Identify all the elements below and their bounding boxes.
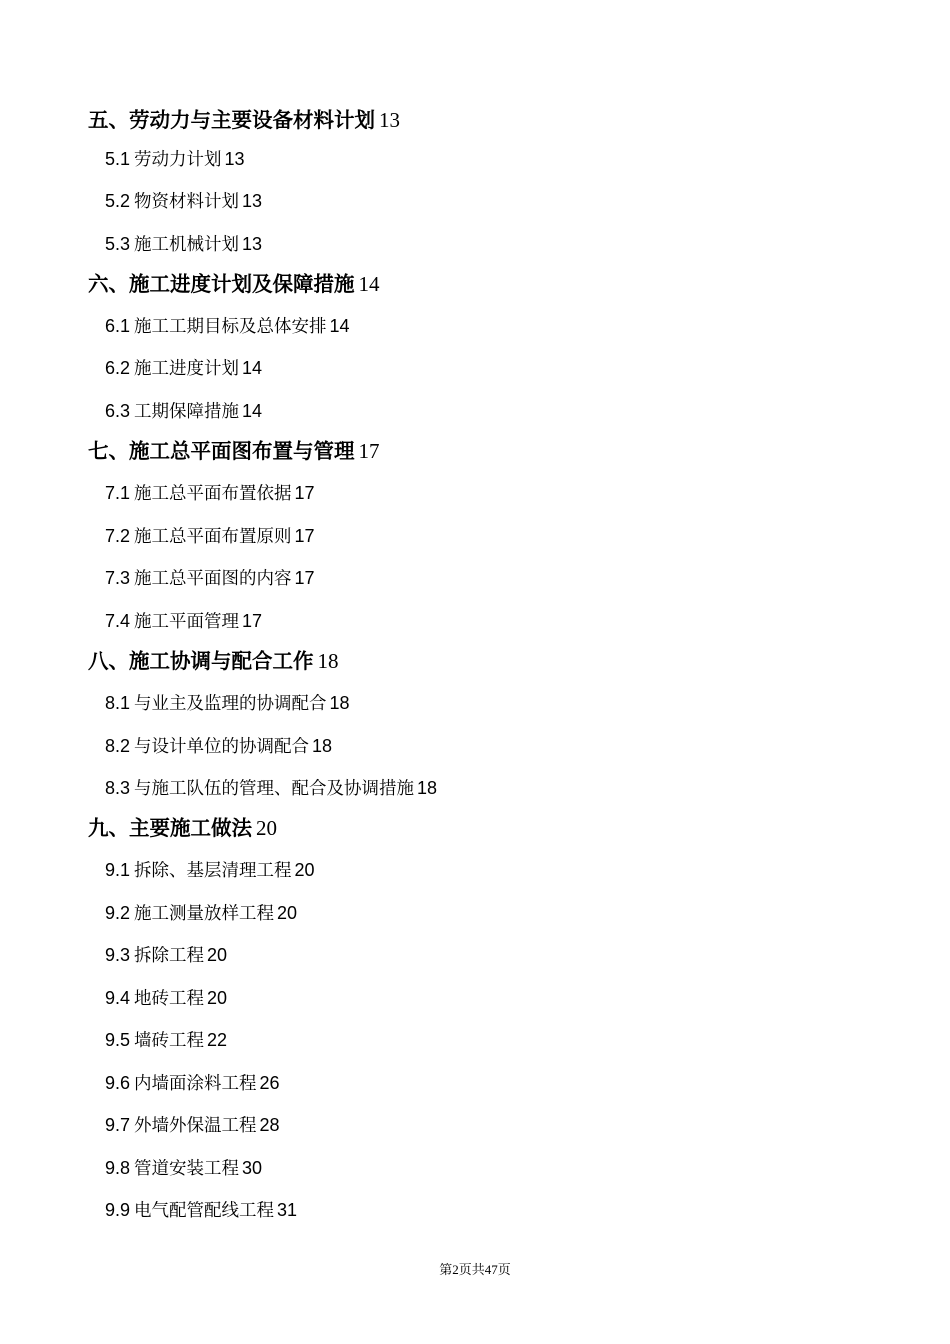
toc-section[interactable]: [105, 235, 262, 255]
toc-section[interactable]: [105, 779, 437, 799]
toc-page-number: 20: [277, 903, 298, 923]
toc-page-number: 17: [294, 568, 315, 588]
toc-title: 拆除、基层清理工程: [134, 861, 292, 881]
toc-page-number: 13: [242, 191, 263, 211]
toc-code: 9.1: [105, 860, 131, 880]
toc-title: 施工测量放样工程: [134, 904, 275, 924]
toc-section[interactable]: [105, 737, 332, 757]
toc-code: 5.2: [105, 191, 131, 211]
toc-title: 施工平面管理: [134, 612, 240, 632]
toc-title: 工期保障措施: [134, 402, 240, 422]
toc-section[interactable]: [105, 1074, 280, 1094]
toc-title: 与业主及监理的协调配合: [134, 694, 327, 714]
toc-page-number: 14: [329, 316, 350, 336]
toc-code: 9.9: [105, 1200, 131, 1220]
toc-title: 管道安装工程: [134, 1159, 240, 1179]
toc-section[interactable]: [105, 569, 315, 589]
toc-page-number: 17: [242, 611, 263, 631]
toc-section[interactable]: [105, 1201, 297, 1221]
toc-code: 6.1: [105, 316, 131, 336]
toc-title: 六、施工进度计划及保障措施: [88, 272, 355, 296]
toc-chapter[interactable]: [88, 441, 380, 462]
toc-page-number: 18: [312, 736, 333, 756]
toc-section[interactable]: [105, 989, 227, 1009]
toc-code: 9.8: [105, 1158, 131, 1178]
toc-page-number: 14: [358, 272, 380, 296]
toc-page-number: 17: [294, 526, 315, 546]
toc-code: 8.2: [105, 736, 131, 756]
toc-page-number: 13: [379, 108, 400, 132]
footer-middle: 页共: [458, 1262, 485, 1277]
toc-section[interactable]: [105, 192, 262, 212]
toc-title: 施工总平面布置依据: [134, 484, 292, 504]
footer-current-page: 2: [452, 1262, 459, 1277]
toc-code: 7.3: [105, 568, 131, 588]
toc-page-number: 28: [259, 1115, 280, 1135]
toc-chapter[interactable]: [88, 818, 277, 839]
page-footer: [0, 1259, 950, 1278]
toc-section[interactable]: [105, 904, 297, 924]
toc-section[interactable]: [105, 1116, 280, 1136]
toc-code: 9.5: [105, 1030, 131, 1050]
toc-page-number: 13: [242, 234, 263, 254]
toc-code: 8.1: [105, 693, 131, 713]
toc-page-number: 20: [207, 988, 228, 1008]
toc-code: 9.3: [105, 945, 131, 965]
toc-chapter[interactable]: [88, 274, 380, 295]
toc-title: 施工工期目标及总体安排: [134, 317, 327, 337]
toc-title: 八、施工协调与配合工作: [88, 649, 314, 673]
toc-title: 七、施工总平面图布置与管理: [88, 439, 355, 463]
toc-code: 7.2: [105, 526, 131, 546]
toc-code: 6.3: [105, 401, 131, 421]
toc-section[interactable]: [105, 1031, 227, 1051]
toc-page-number: 18: [317, 649, 339, 673]
toc-page-number: 22: [207, 1030, 228, 1050]
toc-title: 内墙面涂料工程: [134, 1074, 257, 1094]
toc-page-number: 18: [417, 778, 438, 798]
toc-page-number: 13: [224, 149, 245, 169]
toc-section[interactable]: [105, 484, 315, 504]
footer-total-pages: 47: [484, 1262, 498, 1277]
toc-title: 九、主要施工做法: [88, 816, 252, 840]
toc-title: 施工机械计划: [134, 235, 240, 255]
toc-page-number: 18: [329, 693, 350, 713]
toc-code: 7.1: [105, 483, 131, 503]
toc-page-number: 14: [242, 358, 263, 378]
toc-section[interactable]: [105, 612, 262, 632]
toc-section[interactable]: [105, 1159, 262, 1179]
toc-section[interactable]: [105, 861, 315, 881]
toc-title: 五、劳动力与主要设备材料计划: [88, 108, 375, 132]
toc-page-number: 20: [207, 945, 228, 965]
toc-title: 劳动力计划: [134, 150, 222, 170]
toc-title: 墙砖工程: [134, 1031, 205, 1051]
toc-page-number: 30: [242, 1158, 263, 1178]
toc-section[interactable]: [105, 946, 227, 966]
toc-page-number: 20: [294, 860, 315, 880]
toc-code: 6.2: [105, 358, 131, 378]
toc-title: 与设计单位的协调配合: [134, 737, 310, 757]
toc-page-number: 14: [242, 401, 263, 421]
toc-title: 物资材料计划: [134, 192, 240, 212]
toc-title: 电气配管配线工程: [134, 1201, 275, 1221]
toc-page-number: 20: [256, 816, 277, 840]
toc-title: 外墙外保温工程: [134, 1116, 257, 1136]
toc-title: 拆除工程: [134, 946, 205, 966]
toc-chapter[interactable]: [88, 651, 339, 672]
toc-code: 5.3: [105, 234, 131, 254]
toc-code: 5.1: [105, 149, 131, 169]
toc-page-number: 26: [259, 1073, 280, 1093]
toc-section[interactable]: [105, 359, 262, 379]
toc-title: 与施工队伍的管理、配合及协调措施: [134, 779, 415, 799]
toc-section[interactable]: [105, 694, 350, 714]
toc-code: 9.4: [105, 988, 131, 1008]
toc-section[interactable]: [105, 527, 315, 547]
toc-section[interactable]: [105, 150, 245, 170]
footer-prefix: 第: [439, 1262, 453, 1277]
toc-section[interactable]: [105, 317, 350, 337]
footer-suffix: 页: [497, 1262, 511, 1277]
toc-code: 9.6: [105, 1073, 131, 1093]
toc-title: 施工进度计划: [134, 359, 240, 379]
toc-section[interactable]: [105, 402, 262, 422]
toc-code: 9.7: [105, 1115, 131, 1135]
toc-title: 施工总平面布置原则: [134, 527, 292, 547]
toc-title: 地砖工程: [134, 989, 205, 1009]
toc-code: 8.3: [105, 778, 131, 798]
toc-page-number: 17: [358, 439, 380, 463]
toc-page-number: 17: [294, 483, 315, 503]
toc-code: 9.2: [105, 903, 131, 923]
toc-title: 施工总平面图的内容: [134, 569, 292, 589]
toc-page-number: 31: [277, 1200, 298, 1220]
toc-chapter[interactable]: [88, 110, 400, 131]
toc-code: 7.4: [105, 611, 131, 631]
